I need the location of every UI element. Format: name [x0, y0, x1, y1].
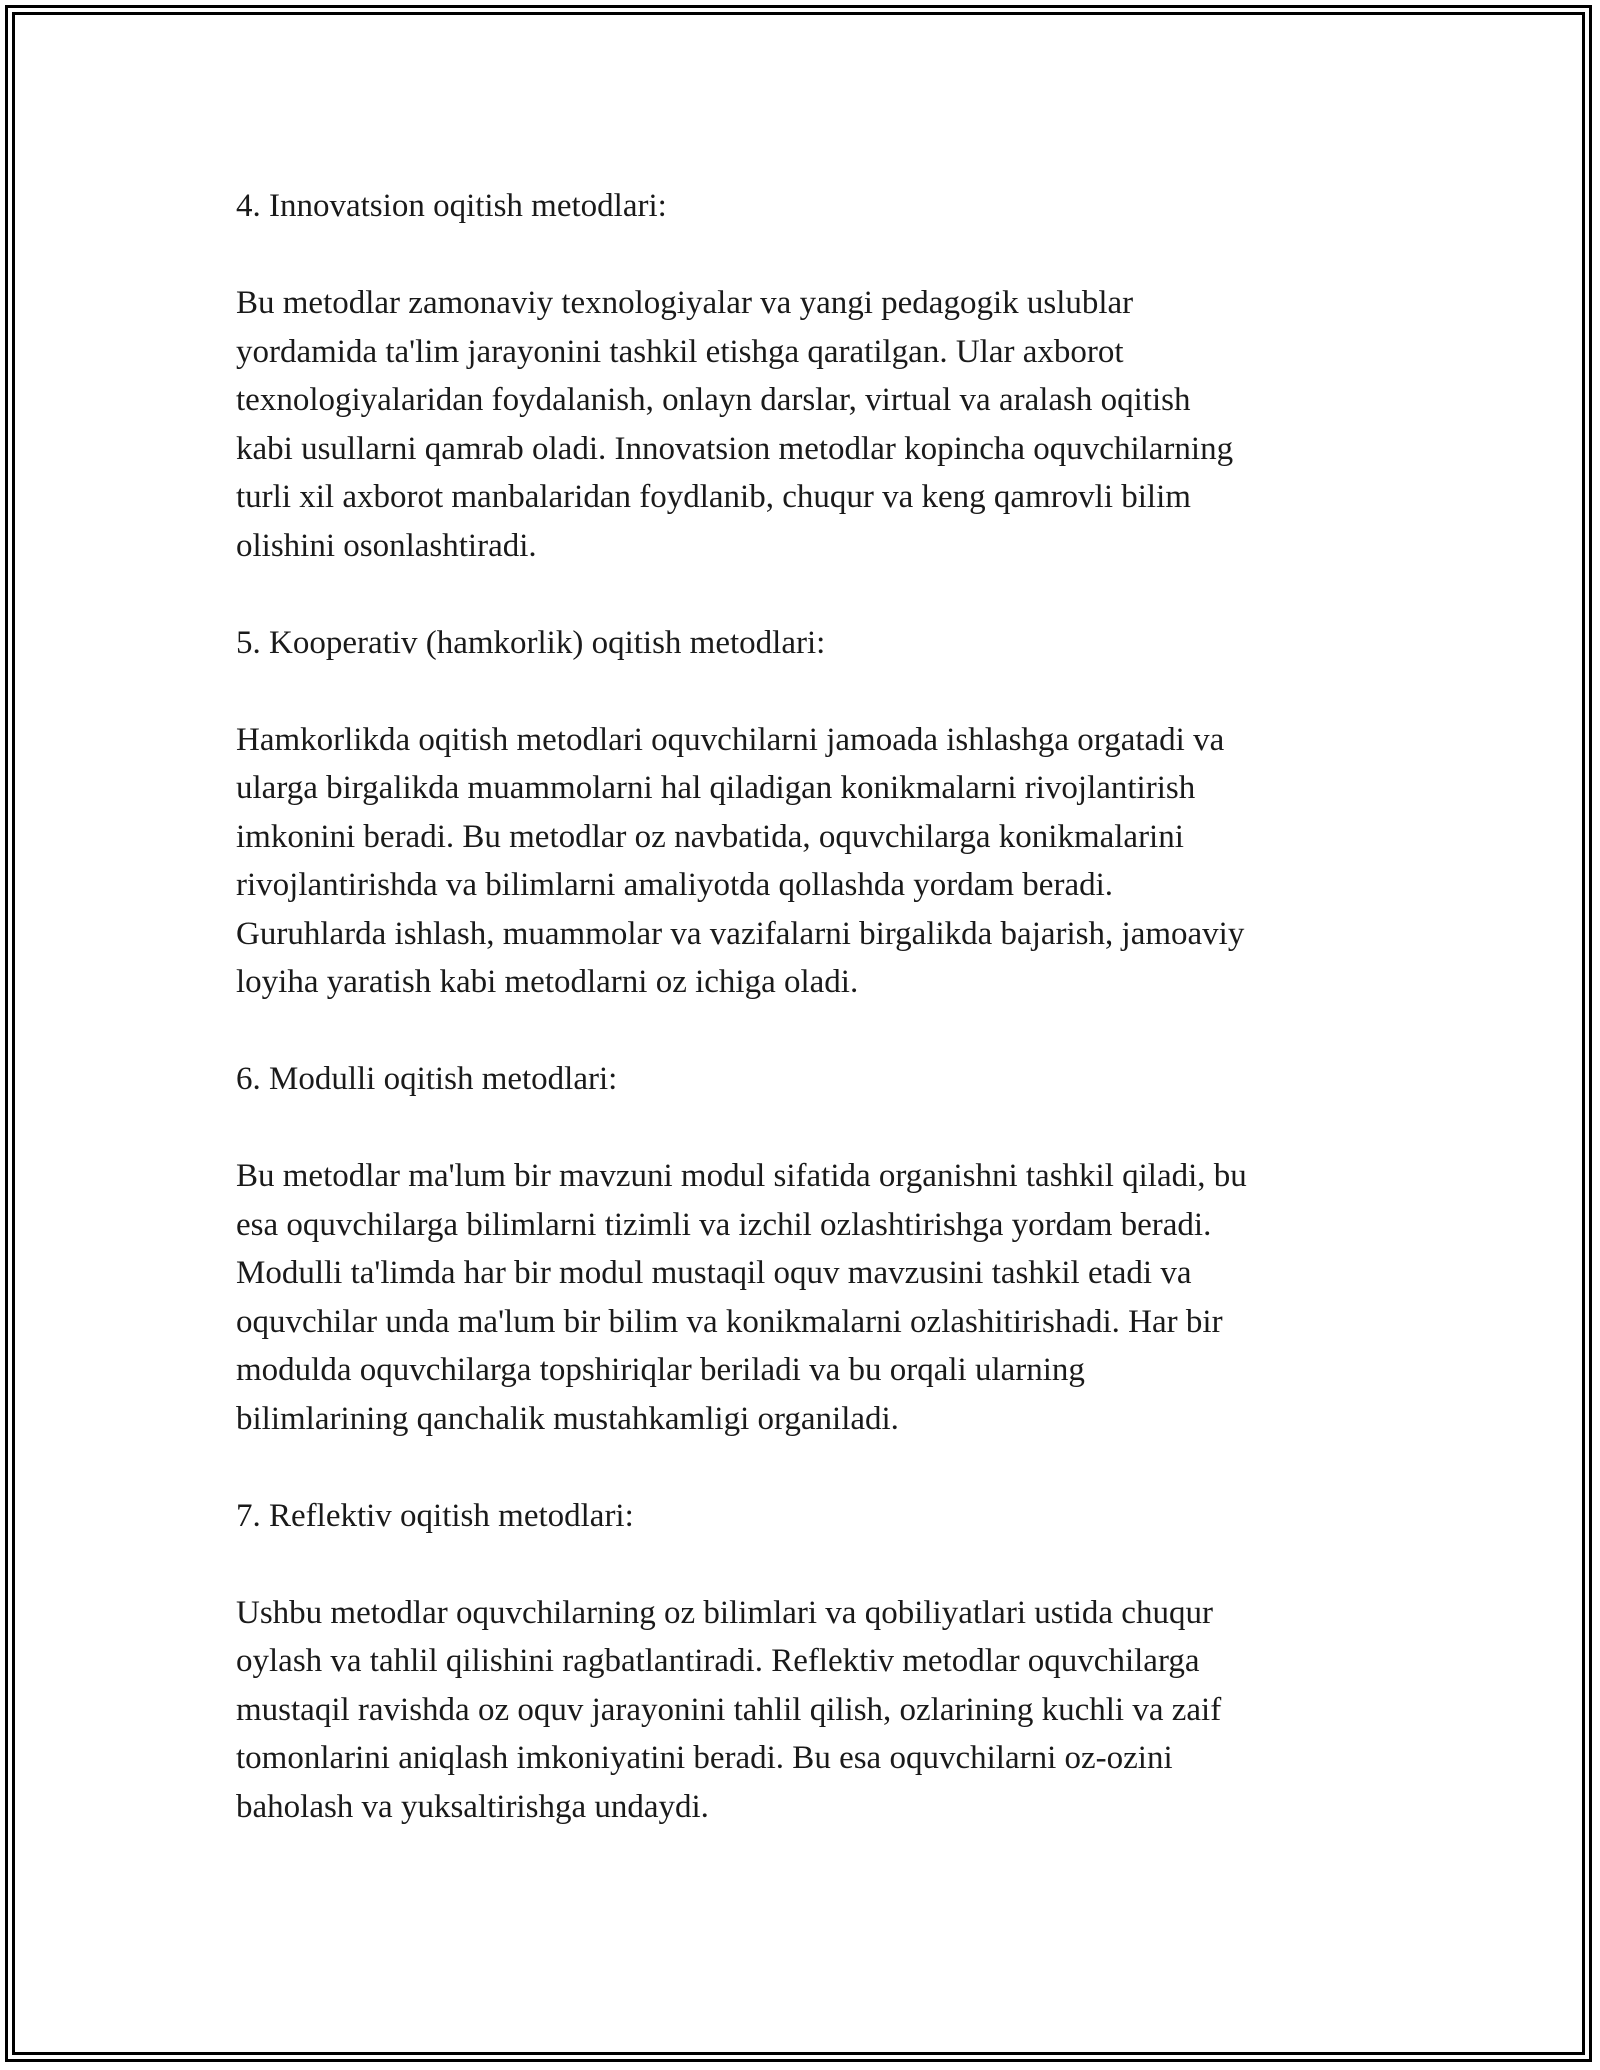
paragraph-line: imkonini beradi. Bu metodlar oz navbatida, oquvchilarga konikmalarini	[236, 818, 1184, 855]
paragraph-line: ularga birgalikda muammolarni hal qiladigan konikmalarni rivojlantirish	[236, 770, 1196, 806]
paragraph-line: Bu metodlar ma'lum bir mavzuni modul sifatida organishni tashkil qiladi, bu	[236, 1158, 1247, 1194]
paragraph-line: Ushbu metodlar oquvchilarning oz bilimlari va qobiliyatlari ustida chuqur	[236, 1594, 1213, 1631]
section-paragraph	[236, 1152, 1386, 1443]
section-heading: 4. Innovatsion oqitish metodlari:	[236, 188, 667, 224]
paragraph-line: mustaqil ravishda oz oquv jarayonini tahlil qilish, ozlarining kuchli va zaif	[236, 1691, 1222, 1728]
section-paragraph	[236, 716, 1386, 1007]
section-reflektiv	[236, 1492, 1386, 1832]
paragraph-line: Hamkorlikda oqitish metodlari oquvchilarni jamoada ishlashga orgatadi va	[236, 721, 1225, 758]
paragraph-line: olishini osonlashtiradi.	[236, 527, 537, 564]
paragraph-line: loyiha yaratish kabi metodlarni oz ichiga oladi.	[236, 964, 859, 1000]
paragraph-line: Guruhlarda ishlash, muammolar va vazifalarni birgalikda bajarish, jamoaviy	[236, 915, 1245, 952]
section-paragraph	[236, 279, 1386, 570]
section-heading: 6. Modulli oqitish metodlari:	[236, 1061, 618, 1097]
section-kooperativ	[236, 619, 1386, 1007]
paragraph-line: esa oquvchilarga bilimlarni tizimli va izchil ozlashtirishga yordam beradi.	[236, 1206, 1212, 1243]
document-body	[236, 182, 1386, 1880]
paragraph-line: kabi usullarni qamrab oladi. Innovatsion metodlar kopincha oquvchilarning	[236, 430, 1234, 467]
section-heading: 7. Reflektiv oqitish metodlari:	[236, 1497, 634, 1534]
paragraph-line: modulda oquvchilarga topshiriqlar beriladi va bu orqali ularning	[236, 1352, 1085, 1388]
paragraph-line: yordamida ta'lim jarayonini tashkil etishga qaratilgan. Ular axborot	[236, 333, 1124, 370]
paragraph-line: rivojlantirishda va bilimlarni amaliyotda qollashda yordam beradi.	[236, 867, 1114, 903]
section-paragraph	[236, 1589, 1386, 1832]
paragraph-line: oquvchilar unda ma'lum bir bilim va konikmalarni ozlashitirishadi. Har bir	[236, 1303, 1223, 1340]
section-heading: 5. Kooperativ (hamkorlik) oqitish metodlari:	[236, 624, 826, 661]
paragraph-line: texnologiyalaridan foydalanish, onlayn darslar, virtual va aralash oqitish	[236, 382, 1191, 418]
paragraph-line: turli xil axborot manbalaridan foydlanib, chuqur va keng qamrovli bilim	[236, 479, 1191, 515]
section-innovatsion	[236, 182, 1386, 570]
paragraph-line: oylash va tahlil qilishini ragbatlantiradi. Reflektiv metodlar oquvchilarga	[236, 1643, 1200, 1679]
paragraph-line: bilimlarining qanchalik mustahkamligi organiladi.	[236, 1400, 899, 1437]
section-modulli	[236, 1055, 1386, 1443]
paragraph-line: Bu metodlar zamonaviy texnologiyalar va yangi pedagogik uslublar	[236, 285, 1134, 321]
paragraph-line: Modulli ta'limda har bir modul mustaqil oquv mavzusini tashkil etadi va	[236, 1255, 1192, 1291]
paragraph-line: tomonlarini aniqlash imkoniyatini beradi. Bu esa oquvchilarni oz-ozini	[236, 1740, 1173, 1776]
paragraph-line: baholash va yuksaltirishga undaydi.	[236, 1788, 709, 1825]
